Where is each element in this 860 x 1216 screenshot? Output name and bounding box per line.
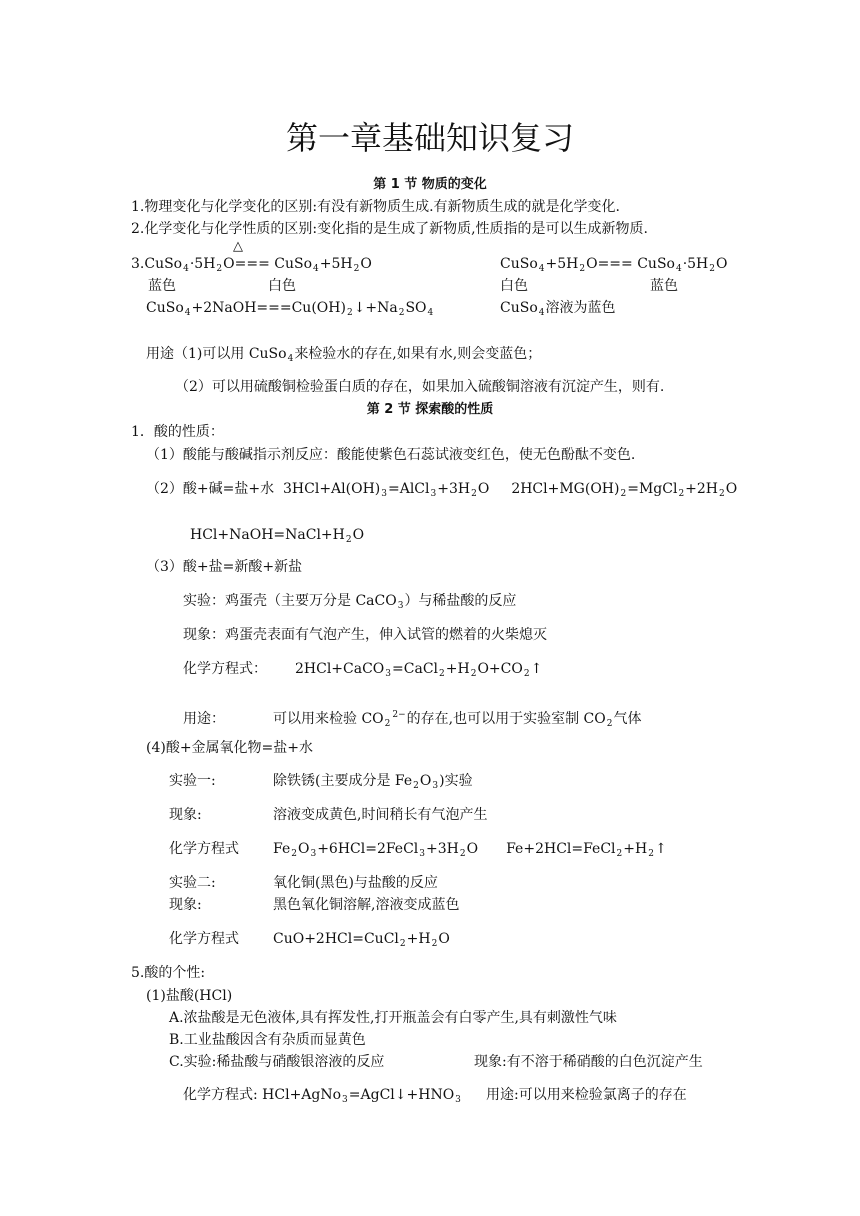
paragraph-2: 2.化学变化与化学性质的区别:变化指的是生成了新物质,性质指的是可以生成新物质. xyxy=(131,221,648,237)
equation-caco3: 化学方程式： $2HCl+CaCO_3=CaCl_2+H_2O+CO_2↑$ xyxy=(183,661,543,679)
acid-property-2: （2）酸+碱=盐+水 $3HCl+Al(OH)_3=AlCl_3+3H_2O$ $2HCl+MG(OH)_2=MgCl_2+2H_2O$ xyxy=(146,481,738,499)
phenomenon-one: 现象: 溶液变成黄色,时间稍长有气泡产生 xyxy=(169,807,488,823)
equation-hydration: $CuSo_4+5H_2O===$ $CuSo_4\cdot 5H_2O$ xyxy=(500,256,728,274)
page-title: 第一章基础知识复习 xyxy=(285,119,574,157)
section-heading-1: 第 1 节 物质的变化 xyxy=(373,177,487,192)
experiment-two: 实验二: 氧化铜(黑色)与盐酸的反应 xyxy=(169,875,438,891)
color-label-white-left: 白色 xyxy=(268,278,296,294)
phenomenon-two: 现象: 黑色氧化铜溶解,溶液变成蓝色 xyxy=(169,897,460,913)
acid-property-1: （1）酸能与酸碱指示剂反应：酸能使紫色石蕊试液变红色，使无色酚酞不变色. xyxy=(146,447,636,463)
usage-1: 用途（1)可以用 CuSo$_4$来检验水的存在,如果有水,则会变蓝色； xyxy=(146,346,542,364)
usage-2: （2）可以用硫酸铜检验蛋白质的存在，如果加入硫酸铜溶液有沉淀产生，则有. xyxy=(175,379,665,395)
hcl-point-a: A.浓盐酸是无色液体,具有挥发性,打开瓶盖会有白零产生,具有刺激性气味 xyxy=(169,1010,617,1026)
experiment-one: 实验一: 除铁锈(主要成分是 $Fe_2O_3$)实验 xyxy=(169,773,473,791)
equation-agno3: 化学方程式: $HCl+AgNo_3=AgCl↓+HNO_3$ xyxy=(183,1087,461,1105)
equation-cuo: 化学方程式 $CuO+2HCl=CuCl_2+H_2O$ xyxy=(169,931,450,949)
equation-hcl-naoh: $HCl+NaOH=NaCl+H_2O$ xyxy=(190,527,365,545)
hcl-point-c: C.实验:稀盐酸与硝酸银溶液的反应 xyxy=(169,1054,385,1070)
color-label-blue-right: 蓝色 xyxy=(650,278,678,294)
acid-property-3: （3）酸+盐=新酸+新盐 xyxy=(146,559,303,575)
hcl-usage: 用途:可以用来检验氯离子的存在 xyxy=(486,1087,687,1103)
usage-carbonate: 用途： 可以用来检验 $CO_2^{2-}$的存在,也可以用于实验室制 $CO_2$气体 xyxy=(183,710,642,729)
phenomenon-eggshell: 现象：鸡蛋壳表面有气泡产生，伸入试管的燃着的火柴熄灭 xyxy=(183,627,547,643)
experiment-eggshell: 实验：鸡蛋壳（主要万分是 CaCO$_3$）与稀盐酸的反应 xyxy=(183,593,517,611)
equation-naoh: $CuSo_4+2NaOH===Cu(OH)_2↓+Na_2SO_4$ xyxy=(146,300,434,318)
equation-dehydration: $3.CuSo_4\cdot 5H_2O===$ $CuSo_4+5H_2O$ xyxy=(131,256,372,274)
paragraph-1: 1.物理变化与化学变化的区别:有没有新物质生成.有新物质生成的就是化学变化. xyxy=(131,199,620,215)
acid-individuality-heading: 5.酸的个性: xyxy=(131,965,206,981)
equation-fe2o3: 化学方程式 $Fe_2O_3+6HCl=2FeCl_3+3H_2O$ $Fe+2HCl=FeCl_2+H_2↑$ xyxy=(169,841,667,859)
acid-properties-heading: 1．酸的性质： xyxy=(131,424,224,440)
hcl-point-c-phenomenon: 现象:有不溶于稀硝酸的白色沉淀产生 xyxy=(474,1054,703,1070)
acid-property-4: (4)酸+金属氧化物=盐+水 xyxy=(146,740,314,756)
color-label-white-right: 白色 xyxy=(500,278,528,294)
cuso4-solution-note: CuSo$_4$溶液为蓝色 xyxy=(500,300,616,318)
heat-symbol: △ xyxy=(233,239,243,254)
hcl-point-b: B.工业盐酸因含有杂质而显黄色 xyxy=(169,1032,366,1048)
section-heading-2: 第 2 节 探索酸的性质 xyxy=(366,402,494,417)
color-label-blue-left: 蓝色 xyxy=(148,278,176,294)
hydrochloric-acid-heading: (1)盐酸(HCl) xyxy=(146,988,233,1004)
